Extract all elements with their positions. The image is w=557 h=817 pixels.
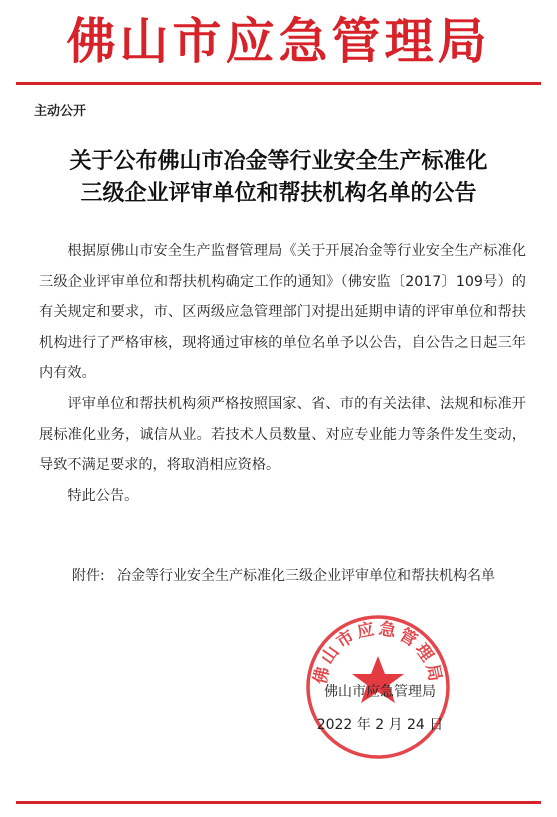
seal-text: 佛山市应急管理局	[310, 618, 446, 687]
title-line-2: 三级企业评审单位和帮扶机构名单的公告	[80, 181, 477, 206]
title-line-1: 关于公布佛山市冶金等行业安全生产标准化	[69, 149, 488, 174]
body-paragraph: 根据原佛山市安全生产监督管理局《关于开展冶金等行业安全生产标准化三级企业评审单位和帮扶机构确定工作的通知》（佛安监〔2017〕109号）的有关规定和要求，市、区两级应急管理部门对提出延期申请的评审单位和帮扶机构进行了严格审核，现将通过审核的单位名单予以公告，自公告之日起三年内有效。	[39, 243, 526, 382]
document-title	[20, 146, 537, 210]
masthead-red-rule	[16, 82, 541, 85]
issue-date: 2022 年 2 月 24 日	[316, 717, 444, 733]
footer-red-rule	[16, 801, 541, 804]
body-paragraph: 评审单位和帮扶机构须严格按照国家、省、市的有关法律、法规和标准开展标准化业务，诚信从业。若技术人员数量、对应专业能力等条件发生变动，导致不满足要求的，将取消相应资格。	[39, 395, 526, 474]
attachment-text: 冶金等行业安全生产标准化三级企业评审单位和帮扶机构名单	[117, 568, 495, 584]
attachment-label: 附件:	[72, 568, 105, 584]
issuer-name: 佛山市应急管理局	[324, 684, 436, 700]
disclosure-label: 主动公开	[34, 104, 87, 119]
attachment-note	[72, 562, 532, 591]
agency-masthead: 佛山市应急管理局	[66, 12, 491, 70]
body-paragraph: 特此公告。	[67, 487, 139, 504]
document-body	[39, 236, 526, 511]
signature-block	[290, 676, 470, 742]
